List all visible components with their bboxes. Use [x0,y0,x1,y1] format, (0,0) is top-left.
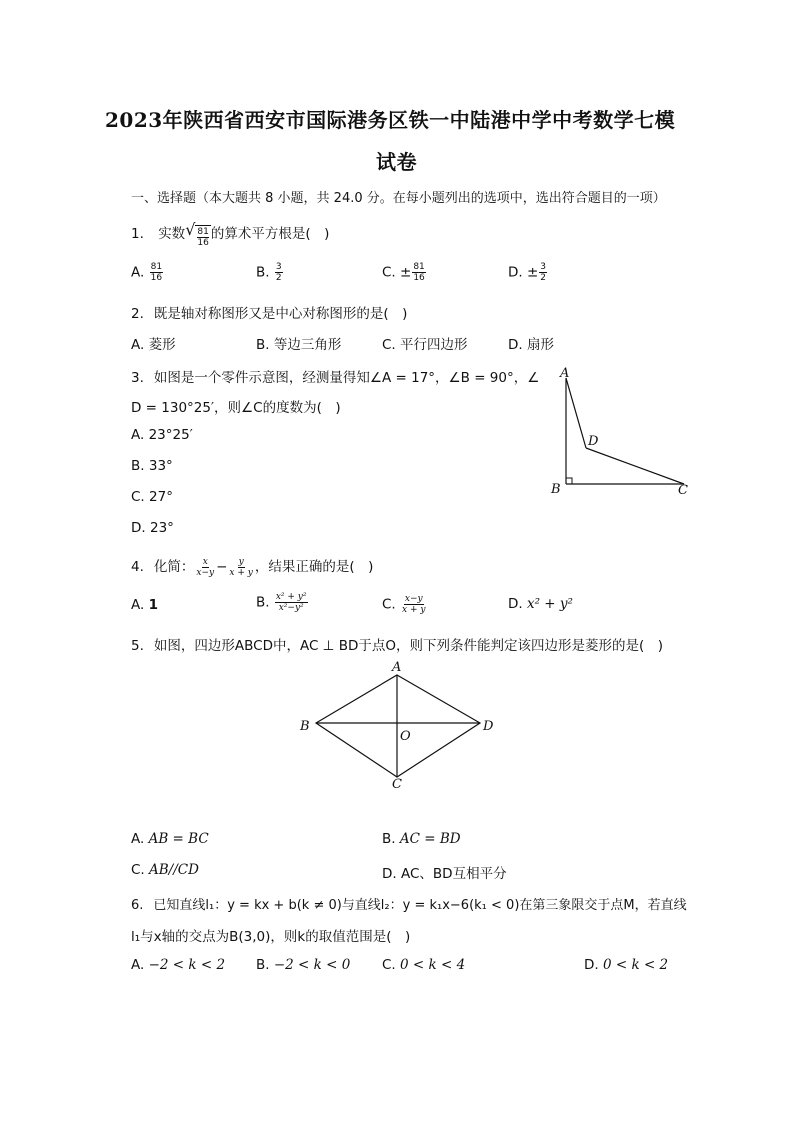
section-heading: 一、选择题（本大题共 8 小题，共 24.0 分。在每小题列出的选项中，选出符合题目的一项） [131,191,666,206]
q6-option-c[interactable]: C. 0 < k < 4 [382,957,466,973]
q3-option-b[interactable]: B. 33° [131,458,173,474]
page-title: 2023年陕西省西安市国际港务区铁一中陆港中学中考数学七模 [105,108,676,132]
q2-option-d[interactable]: D. 扇形 [508,337,554,353]
label-b: B [551,482,561,497]
q6-option-a[interactable]: A. −2 < k < 2 [131,957,226,973]
q1-option-a[interactable]: A. $\frac{81}{16}$ [131,262,163,283]
q6-option-d[interactable]: D. 0 < k < 2 [584,957,669,973]
q2-option-a[interactable]: A. 菱形 [131,337,176,353]
q3-option-c[interactable]: C. 27° [131,489,173,505]
question-6: 6. 已知直线l₁：y = kx + b(k ≠ 0)与直线l₂：y = k₁x−6(k₁ < 0)在第三象限交于点M，若直线 [131,898,687,913]
q5-option-b[interactable]: B. AC = BD [382,831,461,847]
question-2: 2. 既是轴对称图形又是中心对称图形的是( ) [131,306,408,322]
question-3-line2: D = 130°25′，则∠C的度数为( ) [131,400,341,416]
page-title-line2: 试卷 [376,150,417,174]
rhombus-abcd [316,675,480,777]
edge-dc [586,448,684,484]
q4-option-c[interactable]: C. $\frac{x-y}{x + y}$ [382,594,426,615]
question-3: 3. 如图是一个零件示意图，经测量得知∠A = 17°，∠B = 90°，∠ [131,370,540,386]
q3-option-a[interactable]: A. 23°25′ [131,427,193,443]
q3-option-d[interactable]: D. 23° [131,520,174,536]
q3-figure [540,360,700,500]
label-a: A [560,366,570,381]
q6-option-b[interactable]: B. −2 < k < 0 [256,957,351,973]
edge-ad [566,378,586,448]
q5-option-d[interactable]: D. AC、BD互相平分 [382,866,507,882]
label-a: A [392,660,402,675]
sqrt-symbol: √ $\frac{81}{16}$ [185,220,209,248]
question-4: 4. 化简： $\frac{x}{x-y}$ − $\frac{y}{x + y}$ ，结果正确的是( ) [131,556,374,578]
question-6-line2: l₁与x轴的交点为B(3,0)，则k的取值范围是( ) [131,929,411,945]
q5-option-a[interactable]: A. AB = BC [131,831,209,847]
q1-option-d[interactable]: D. ± $\frac{3}{2}$ [508,262,547,283]
label-b: B [300,719,310,734]
label-c: C [392,777,402,792]
label-d: D [588,434,599,449]
question-1: 1. 实数√ $\frac{81}{16}$ 的算术平方根是( ) [131,220,330,248]
q2-option-c[interactable]: C. 平行四边形 [382,337,468,353]
q5-option-c[interactable]: C. AB//CD [131,862,199,878]
q1-option-c[interactable]: C. ± $\frac{81}{16}$ [382,262,425,283]
q1-option-b[interactable]: B. $\frac{3}{2}$ [256,262,282,283]
label-d: D [483,719,494,734]
label-c: C [678,483,688,498]
q4-option-a[interactable]: A. 1 [131,597,158,613]
label-o: O [400,729,411,744]
question-5: 5. 如图，四边形ABCD中，AC ⊥ BD于点O，则下列条件能判定该四边形是菱形的是( ) [131,638,664,654]
q4-option-d[interactable]: D. x² + y² [508,596,573,612]
q5-figure [290,655,510,795]
right-angle-mark [566,478,572,484]
question-number: 1. [131,225,144,242]
q4-option-b[interactable]: B. $\frac{\text{x² + y²}}{\text{x²−y²}}$ [256,592,307,613]
q2-option-b[interactable]: B. 等边三角形 [256,337,342,353]
